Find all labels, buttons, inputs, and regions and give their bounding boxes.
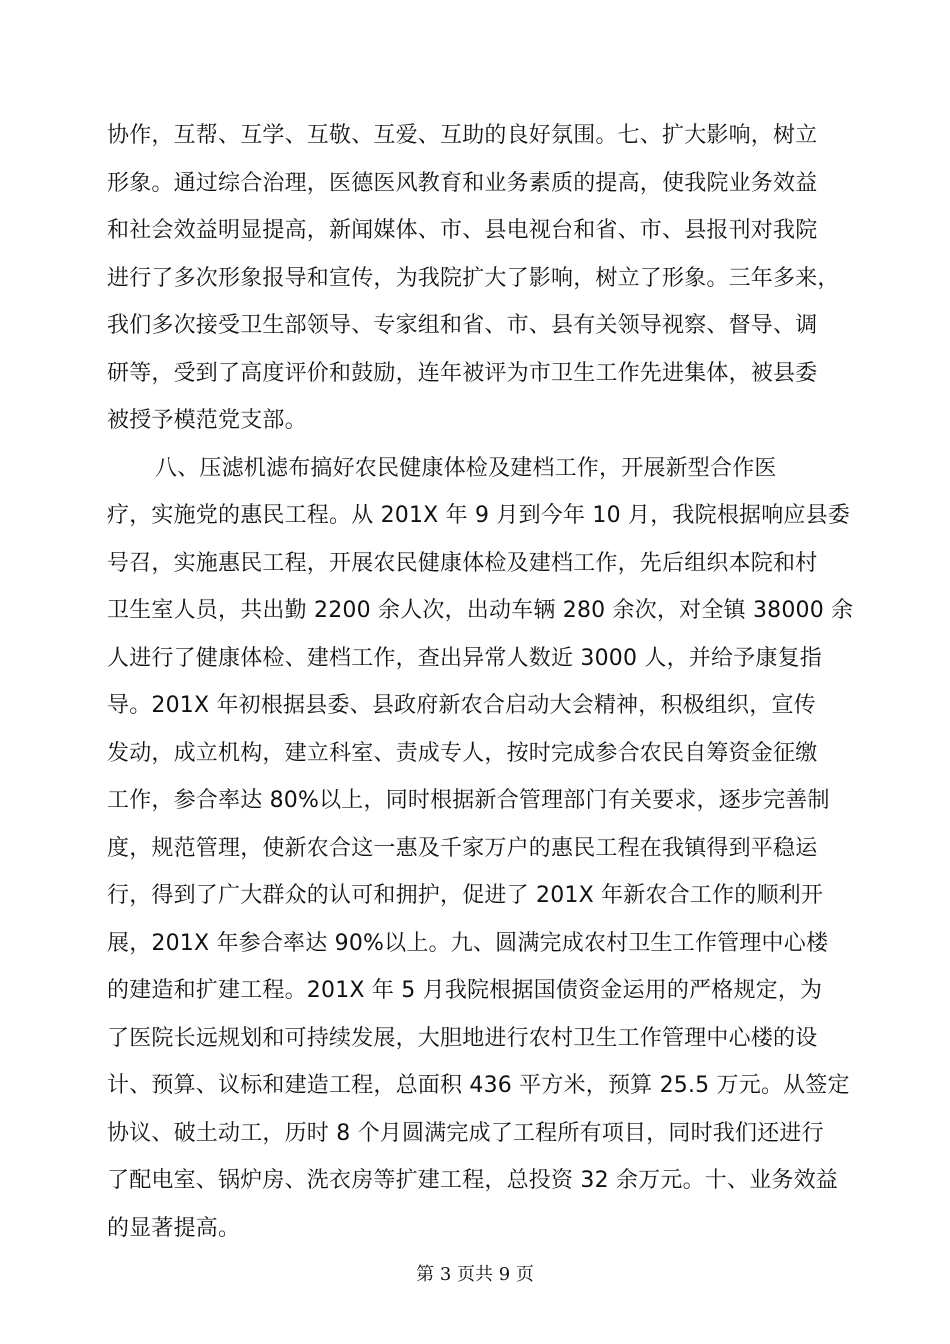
text-line: 疗，实施党的惠民工程。从 201X 年 9 月到今年 10 月，我院根据响应县委 xyxy=(107,503,851,528)
text-line-first: 八、压滤机滤布搞好农民健康体检及建档工作，开展新型合作医 xyxy=(155,455,777,481)
text-line: 和社会效益明显提高，新闻媒体、市、县电视台和省、市、县报刊对我院 xyxy=(107,218,818,243)
text-line: 研等，受到了高度评价和鼓励，连年被评为市卫生工作先进集体，被县委 xyxy=(107,360,818,386)
paragraph-2 xyxy=(107,445,854,1253)
text-line: 展，201X 年参合率达 90%以上。九、圆满完成农村卫生工作管理中心楼 xyxy=(107,930,829,956)
text-line: 我们多次接受卫生部领导、专家组和省、市、县有关领导视察、督导、调 xyxy=(107,313,818,338)
text-line: 被授予模范党支部。 xyxy=(107,408,307,433)
text-line: 了医院长远规划和可持续发展，大胆地进行农村卫生工作管理中心楼的设 xyxy=(107,1025,818,1051)
paragraph-1 xyxy=(107,112,842,445)
document-body xyxy=(107,112,854,1252)
text-line: 计、预算、议标和建造工程，总面积 436 平方米，预算 25.5 万元。从签定 xyxy=(107,1073,850,1098)
text-line: 形象。通过综合治理，医德医风教育和业务素质的提高，使我院业务效益 xyxy=(107,170,818,196)
text-line: 的显著提高。 xyxy=(107,1215,241,1241)
text-line: 协作，互帮、互学、互敬、互爱、互助的良好氛围。七、扩大影响，树立 xyxy=(107,123,818,148)
text-line: 号召，实施惠民工程，开展农民健康体检及建档工作，先后组织本院和村 xyxy=(107,550,818,576)
text-line: 协议、破土动工，历时 8 个月圆满完成了工程所有项目，同时我们还进行 xyxy=(107,1120,824,1146)
text-line: 度，规范管理，使新农合这一惠及千家万户的惠民工程在我镇得到平稳运 xyxy=(107,835,818,861)
text-line: 了配电室、锅炉房、洗衣房等扩建工程，总投资 32 余万元。十、业务效益 xyxy=(107,1168,838,1193)
text-line: 卫生室人员，共出勤 2200 余人次，出动车辆 280 余次，对全镇 38000 余 xyxy=(107,598,854,623)
text-line: 导。201X 年初根据县委、县政府新农合启动大会精神，积极组织，宣传 xyxy=(107,693,816,718)
text-line: 工作，参合率达 80%以上，同时根据新合管理部门有关要求，逐步完善制 xyxy=(107,788,830,813)
text-line: 发动，成立机构，建立科室、责成专人，按时完成参合农民自筹资金征缴 xyxy=(107,740,818,766)
text-line: 的建造和扩建工程。201X 年 5 月我院根据国债资金运用的严格规定，为 xyxy=(107,978,823,1003)
page-number: 第 3 页共 9 页 xyxy=(416,1264,534,1285)
text-line: 人进行了健康体检、建档工作，查出异常人数近 3000 人，并给予康复指 xyxy=(107,645,822,671)
text-line: 进行了多次形象报导和宣传，为我院扩大了影响，树立了形象。三年多来， xyxy=(107,265,840,291)
text-line: 行，得到了广大群众的认可和拥护，促进了 201X 年新农合工作的顺利开 xyxy=(107,883,824,908)
